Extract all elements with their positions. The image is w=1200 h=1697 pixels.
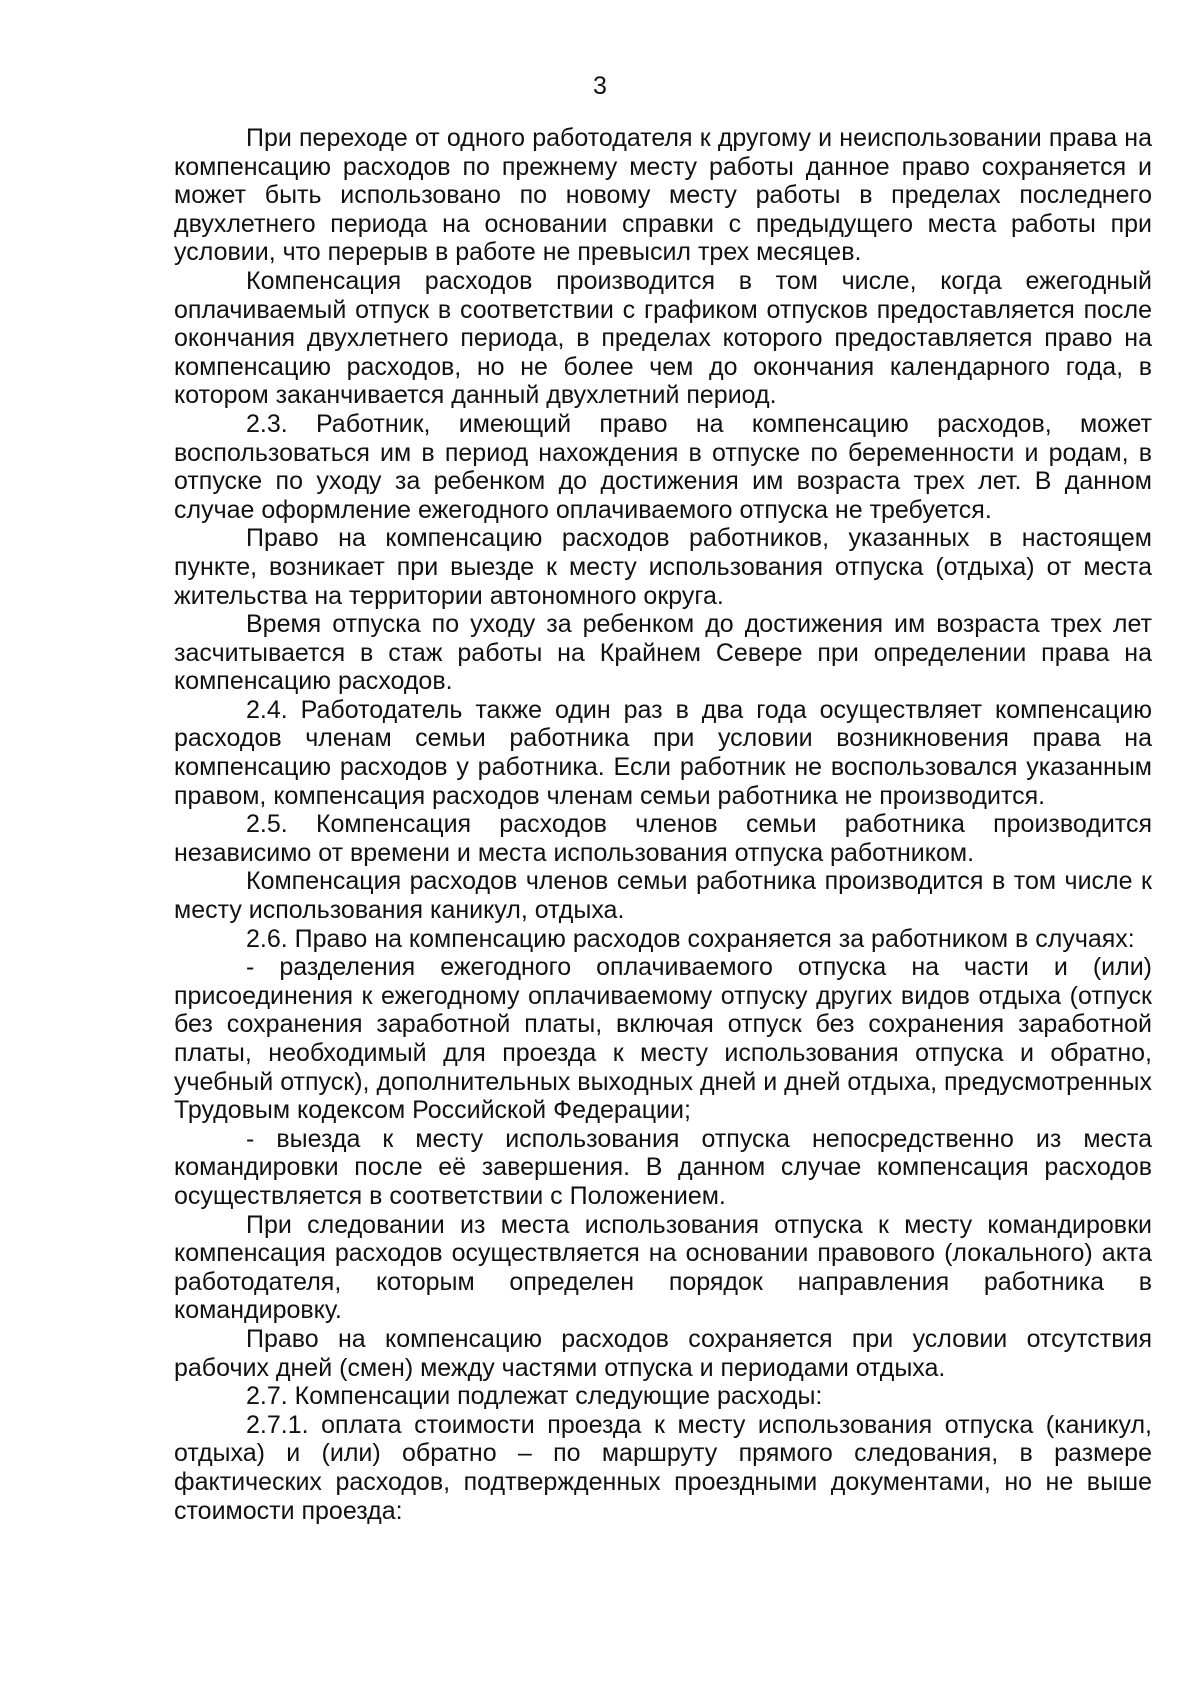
paragraph-clause-2-6: 2.6. Право на компенсацию расходов сохраняется за работником в случаях: — [246, 924, 1135, 953]
paragraph-right-workers-indicated: Право на компенсацию расходов работников, указанных в настоящем пункте, возникает при выезде к месту использования отпуска (отдыха) от места жительства на территории автономного округа. — [174, 524, 1152, 610]
paragraph-family-vacation-place: Компенсация расходов членов семьи работника производится в том числе к месту использования каникул, отдыха. — [174, 867, 1152, 925]
list-item-leave-division: - разделения ежегодного оплачиваемого отпуска на части и (или) присоединения к ежегодному оплачиваемому отпуску других видов отдыха (отпуск без сохранения заработной платы, включая отпуск без сохранения заработной платы, необходимый для проезда к месту использования отпуска и обратно, учебный отпуск), дополнительных выходных дней и дней отдыха, предусмотренных Трудовым кодексом Российской Федерации; — [174, 953, 1152, 1125]
paragraph-business-trip-return: При следовании из места использования отпуска к месту командировки компенсация расходов осуществляется на основании правового (локального) акта работодателя, которым определен порядок направления работника в командировку. — [174, 1210, 1152, 1325]
paragraph-clause-2-3: 2.3. Работник, имеющий право на компенсацию расходов, может воспользоваться им в период нахождения в отпуске по беременности и родам, в отпуске по уходу за ребенком до достижения им возраста трех лет. В данном случае оформление ежегодного оплачиваемого отпуска не требуется. — [174, 409, 1152, 524]
paragraph-transfer-employer: При переходе от одного работодателя к другому и неиспользовании права на компенсацию расходов по прежнему месту работы данное право сохраняется и может быть использовано по новому месту работы в пределах последнего двухлетнего периода на основании справки с предыдущего места работы при условии, что перерыв в работе не превысил трех месяцев. — [174, 124, 1152, 267]
document-body — [174, 124, 1152, 1525]
paragraph-clause-2-7: 2.7. Компенсации подлежат следующие расходы: — [246, 1382, 823, 1411]
paragraph-no-working-days-condition: Право на компенсацию расходов сохраняется при условии отсутствия рабочих дней (смен) между частями отпуска и периодами отдыха. — [174, 1324, 1152, 1382]
paragraph-clause-2-7-1: 2.7.1. оплата стоимости проезда к месту использования отпуска (каникул, отдыха) и (или) обратно – по маршруту прямого следования, в размере фактических расходов, подтвержденных проездными документами, но не выше стоимости проезда: — [174, 1410, 1152, 1525]
paragraph-compensation-after-period: Компенсация расходов производится в том числе, когда ежегодный оплачиваемый отпуск в соответствии с графиком отпусков предоставляется после окончания двухлетнего периода, в пределах которого предоставляется право на компенсацию расходов, но не более чем до окончания календарного года, в котором заканчивается данный двухлетний период. — [174, 266, 1152, 410]
page-number: 3 — [593, 72, 607, 100]
paragraph-clause-2-4: 2.4. Работодатель также один раз в два года осуществляет компенсацию расходов членам семьи работника при условии возникновения права на компенсацию расходов у работника. Если работник не воспользовался указанным правом, компенсация расходов членам семьи работника не производится. — [174, 695, 1152, 810]
list-item-business-trip-departure: - выезда к месту использования отпуска непосредственно из места командировки после её завершения. В данном случае компенсация расходов осуществляется в соответствии с Положением. — [174, 1124, 1152, 1210]
paragraph-childcare-leave-time: Время отпуска по уходу за ребенком до достижения им возраста трех лет засчитывается в стаж работы на Крайнем Севере при определении права на компенсацию расходов. — [174, 610, 1152, 696]
paragraph-clause-2-5: 2.5. Компенсация расходов членов семьи работника производится независимо от времени и места использования отпуска работником. — [174, 810, 1152, 867]
